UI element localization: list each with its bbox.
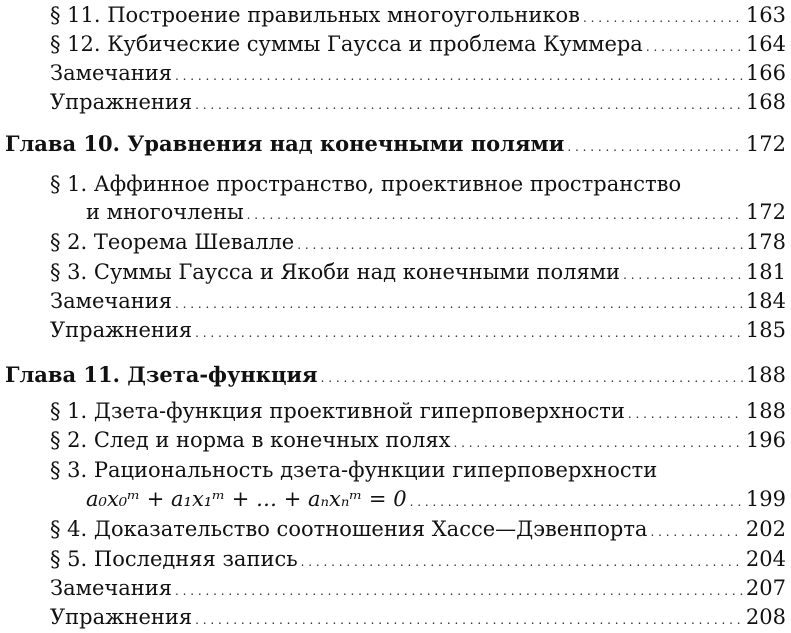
toc-entry-title: § 4. Доказательство соотношения Хассе—Дэвенпорта: [50, 517, 648, 541]
toc-entry[interactable]: [50, 457, 786, 483]
toc-entry-page: 196: [745, 428, 786, 452]
toc-entry-page: 164: [745, 32, 786, 56]
toc-entry[interactable]: [50, 60, 786, 89]
toc-entry[interactable]: [50, 604, 786, 633]
toc-entry-title: Упражнения: [50, 318, 193, 342]
toc-chapter[interactable]: [5, 131, 786, 160]
toc-entry-title: § 3. Суммы Гаусса и Якоби над конечными полями: [50, 260, 621, 284]
dot-leader: [175, 60, 743, 89]
toc-entry-title: Замечания: [50, 576, 173, 600]
toc-entry-page: 184: [745, 289, 786, 313]
toc-entry-title: и многочлены: [86, 200, 244, 224]
dot-leader: [623, 259, 743, 288]
dot-leader: [195, 604, 743, 633]
toc-entry-page: 204: [745, 547, 786, 571]
toc-entry-title: Замечания: [50, 61, 173, 85]
toc-entry[interactable]: [50, 575, 786, 604]
toc-entry[interactable]: [50, 2, 786, 31]
dot-leader: [175, 575, 743, 604]
dot-leader: [650, 516, 742, 545]
toc-entry-title: § 3. Рациональность дзета-функции гиперповерхности: [50, 458, 658, 482]
toc-entry-page: 185: [745, 318, 786, 342]
toc-entry-title: Упражнения: [50, 90, 193, 114]
dot-leader: [646, 31, 743, 60]
toc-entry-page: 168: [745, 90, 786, 114]
toc-entry-title: § 1. Дзета-функция проективной гиперповерхности: [50, 399, 625, 423]
toc-entry-title: § 2. След и норма в конечных полях: [50, 428, 451, 452]
toc-entry-page: 172: [745, 200, 786, 224]
dot-leader: [628, 398, 743, 427]
toc-entry-page: 208: [745, 605, 786, 629]
toc-entry-page: 199: [745, 487, 786, 511]
toc-entry-title: Замечания: [50, 289, 173, 313]
toc-entry-page: 166: [745, 61, 786, 85]
toc-chapter-title: Глава 10. Уравнения над конечными полями: [5, 131, 565, 156]
dot-leader: [175, 288, 743, 317]
toc-entry[interactable]: [50, 546, 786, 575]
toc-entry-page: 207: [745, 576, 786, 600]
toc-chapter-page: 172: [745, 132, 786, 156]
toc-entry-page: 188: [745, 399, 786, 423]
toc-entry[interactable]: [50, 317, 786, 346]
toc-entry[interactable]: [50, 516, 786, 545]
toc-entry[interactable]: [50, 31, 786, 60]
toc-entry[interactable]: [50, 398, 786, 427]
toc-entry[interactable]: [50, 288, 786, 317]
toc-entry-title: Упражнения: [50, 605, 193, 629]
toc-entry-page: 202: [745, 517, 786, 541]
dot-leader: [583, 2, 743, 31]
toc-entry-title: § 2. Теорема Шевалле: [50, 230, 295, 254]
toc-entry[interactable]: [50, 259, 786, 288]
dot-leader: [410, 486, 743, 515]
toc-entry-page: 181: [745, 260, 786, 284]
toc-entry-title: § 1. Аффинное пространство, проективное пространство: [50, 172, 682, 196]
dot-leader: [567, 131, 743, 160]
dot-leader: [454, 427, 743, 456]
toc-chapter-title: Глава 11. Дзета-функция: [5, 362, 318, 387]
toc-chapter[interactable]: [5, 362, 786, 391]
formula: a₀x₀ᵐ + a₁x₁ᵐ + … + aₙxₙᵐ = 0: [86, 487, 407, 511]
toc-entry-continuation[interactable]: [86, 486, 786, 515]
toc-entry-page: 178: [745, 230, 786, 254]
toc-chapter-page: 188: [745, 363, 786, 387]
toc-entry-title: § 5. Последняя запись: [50, 547, 298, 571]
toc-entry-page: 163: [745, 3, 786, 27]
dot-leader: [321, 362, 743, 391]
dot-leader: [195, 89, 743, 118]
dot-leader: [247, 199, 743, 228]
toc-entry-continuation[interactable]: [86, 199, 786, 228]
toc-entry[interactable]: [50, 229, 786, 258]
dot-leader: [195, 317, 743, 346]
toc-entry[interactable]: [50, 89, 786, 118]
toc-entry[interactable]: [50, 427, 786, 456]
toc-entry-title: § 12. Кубические суммы Гаусса и проблема Куммера: [50, 32, 643, 56]
toc-entry[interactable]: [50, 171, 786, 197]
dot-leader: [301, 546, 743, 575]
dot-leader: [297, 229, 743, 258]
toc-entry-title: § 11. Построение правильных многоугольников: [50, 3, 580, 27]
